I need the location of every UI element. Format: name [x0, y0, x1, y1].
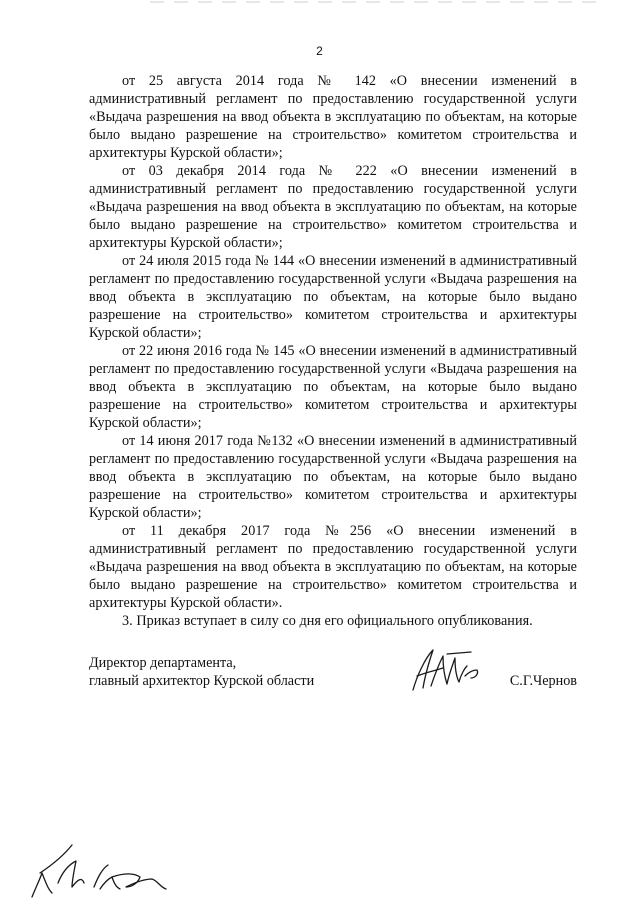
handwritten-initials-mark	[28, 843, 178, 901]
document-body	[89, 72, 577, 630]
paragraph-order-2016-145: от 22 июня 2016 года № 145 «О внесении изменений в административный регламент по предоставлению государственной услуги «Выдача разрешения на ввод объекта в эксплуатацию по объектам, на которые было выдано разрешение на строительство» комитетом строительства и архитектуры Курской области»;	[89, 343, 577, 431]
signatory-title	[89, 654, 579, 690]
paragraph-effective-clause: 3. Приказ вступает в силу со дня его официального опубликования.	[122, 613, 533, 629]
paragraph-order-2017-132: от 14 июня 2017 года №132 «О внесении изменений в административный регламент по предоставлению государственной услуги «Выдача разрешения на ввод объекта в эксплуатацию по объектам, на которые было выдано разрешение на строительство» комитетом строительства и архитектуры Курской области»;	[89, 433, 577, 521]
paragraph-order-2014-142: от 25 августа 2014 года № 142 «О внесении изменений в административный регламент по предоставлению государственной услуги «Выдача разрешения на ввод объекта в эксплуатацию по объектам, на которые было выдано разрешение на строительство» комитетом строительства и архитектуры Курской области»;	[89, 73, 577, 161]
handwritten-signature	[407, 646, 487, 694]
signatory-title-line2: главный архитектор Курской области	[89, 673, 315, 689]
signatory-title-line1: Директор департамента,	[89, 655, 237, 671]
paragraph-order-2015-144: от 24 июля 2015 года № 144 «О внесении изменений в административный регламент по предоставлению государственной услуги «Выдача разрешения на ввод объекта в эксплуатацию по объектам, на которые было выдано разрешение на строительство» комитетом строительства и архитектуры Курской области»;	[89, 253, 577, 341]
signature-block	[89, 654, 579, 690]
page-number: 2	[316, 44, 323, 58]
signatory-name: С.Г.Чернов	[509, 673, 577, 689]
paragraph-order-2014-222: от 03 декабря 2014 года № 222 «О внесении изменений в административный регламент по предоставлению государственной услуги «Выдача разрешения на ввод объекта в эксплуатацию по объектам, на которые было выдано разрешение на строительство» комитетом строительства и архитектуры Курской области»;	[89, 163, 577, 251]
paragraph-order-2017-256: от 11 декабря 2017 года №256 «О внесении изменений в административный регламент по предоставлению государственной услуги «Выдача разрешения на ввод объекта в эксплуатацию по объектам, на которые было выдано разрешение на строительство» комитетом строительства и архитектуры Курской области».	[89, 523, 577, 611]
scan-edge-artifact	[0, 0, 639, 6]
